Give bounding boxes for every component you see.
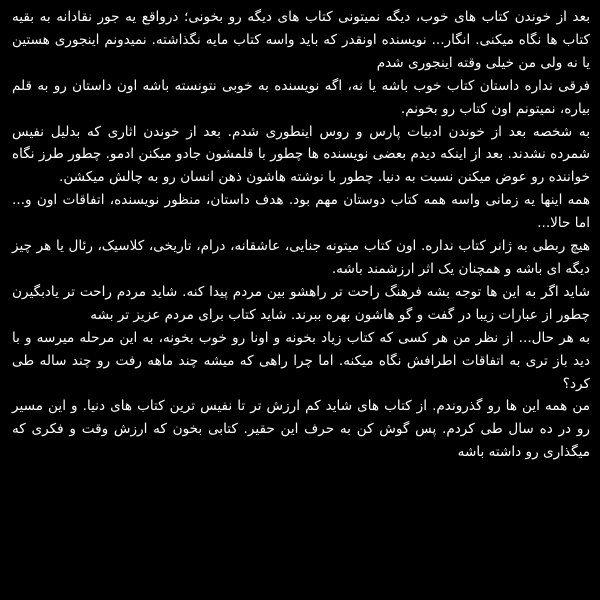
paragraph-2: فرقی نداره داستان کتاب خوب باشه یا نه، اگه نویسنده به خوبی نتونسته باشه اون داستان رو به قلم بیاره، نمیتونم اون کتاب رو بخونم. [12, 77, 590, 117]
paragraph-6: شاید اگر به این ها توجه بشه فرهنگ راحت تر راهشو بین مردم پیدا کنه. شاید مردم راحت تر یادبگیرن چطور از عبارات زیبا در گفت و گو هاشون بهره ببرند. شاید کتاب برای مردم عزیز تر بشه [12, 283, 590, 323]
paragraph-5: هیچ ربطی به ژانر کتاب نداره. اون کتاب میتونه جنایی، عاشقانه، درام، تاریخی، کلاسیک، رئال یا هر چیز دیگه ای باشه و همچنان یک اثر ارزشمند باشه. [12, 238, 590, 277]
paragraph-1: بعد از خوندن کتاب های خوب، دیگه نمیتونی کتاب های دیگه رو بخونی؛ درواقع یه جور نقادانه به بقیه کتاب ها نگاه میکنی. انگار... نویسنده اونقدر که باید واسه کتاب مایه نگذاشته. نمیدونم اینجوری هستین یا نه ولی من خیلی وقته اینجوری شدم [12, 9, 590, 71]
paragraph-7: به هر حال... از نظر من هر کسی که کتاب زیاد بخونه و اونا رو خوب بخونه، به این مرحله میرسه و با دید باز تری به اتفاقات اطرافش نگاه میکنه. اما چرا راهی که میشه چند ماهه رفت رو چند ساله طی کرد؟ [12, 329, 590, 392]
paragraph-3: به شخصه بعد از خوندن ادبیات پارس و روس اینطوری شدم. بعد از خوندن اثاری که بدلیل نفیس شمرده نشدند. بعد از اینکه دیدم بعضی نویسنده ها چطور با قلمشون جادو میکنن ادمو. چطور طرز نگاه خواننده رو عوض میکنن نسبت به دنیا. چطور با نوشته هاشون ذهن انسان رو به چالش میکشن. [12, 123, 590, 186]
paragraph-8: من همه این ها رو گذروندم. از کتاب های شاید کم ارزش تر تا نفیس ترین کتاب های دنیا. و این مسیر رو در ده سال طی کردم. پس گوش کن به حرف این حقیر. کتابی بخون که ارزش وقت و فکری که میگذاری رو داشته باشه [12, 398, 590, 461]
paragraph-4: همه اینها یه زمانی واسه همه کتاب دوستان مهم بود. هدف داستان، منظور نویسنده، اتفاقات اون و... اما حالا... [12, 192, 590, 232]
